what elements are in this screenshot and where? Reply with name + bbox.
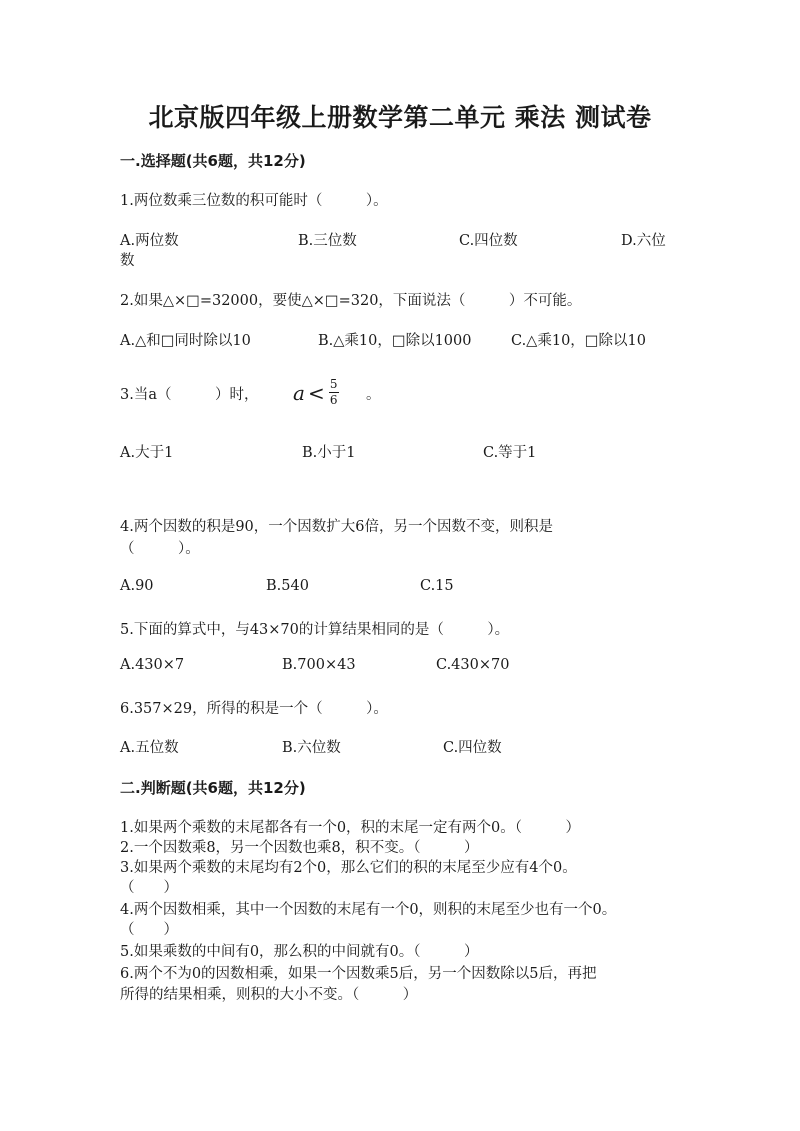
q6-option-c: C.四位数 — [443, 740, 502, 756]
q5-option-b: B.700×43 — [282, 657, 356, 673]
fraction-denominator: 6 — [329, 393, 338, 407]
judgement-3: 3.如果两个乘数的末尾均有2个0，那么它们的积的末尾至少应有4个0。 — [120, 860, 577, 876]
q5-option-a: A.430×7 — [120, 657, 185, 673]
q1-option-c: C.四位数 — [459, 233, 518, 249]
q1-option-b: B.三位数 — [298, 233, 357, 249]
judgement-2: 2.一个因数乘8，另一个因数也乘8，积不变。（ ） — [120, 840, 479, 856]
question-4-line2: （ ）。 — [120, 541, 200, 557]
question-4: 4.两个因数的积是90，一个因数扩大6倍，另一个因数不变，则积是 — [120, 519, 554, 535]
q3-option-a: A.大于1 — [120, 445, 174, 461]
q6-option-a: A.五位数 — [120, 740, 179, 756]
q1-option-a: A.两位数 — [120, 233, 179, 249]
question-1: 1.两位数乘三位数的积可能时（ ）。 — [120, 193, 388, 209]
q3-period: 。 — [366, 387, 381, 403]
q4-option-b: B.540 — [266, 578, 309, 594]
section-heading-judgement: 二.判断题(共6题，共12分) — [120, 779, 306, 797]
section-heading-choice: 一.选择题(共6题，共12分) — [120, 152, 306, 170]
q3-option-c: C.等于1 — [483, 445, 537, 461]
q3-option-b: B.小于1 — [302, 445, 356, 461]
question-6: 6.357×29，所得的积是一个（ ）。 — [120, 701, 388, 717]
formula-fraction — [329, 378, 339, 407]
q2-option-c: C.△乘10，□除以10 — [511, 333, 646, 349]
question-2: 2.如果△×□=32000，要使△×□=320，下面说法（ ）不可能。 — [120, 293, 582, 309]
q4-option-c: C.15 — [420, 578, 454, 594]
q3-inequality-formula — [293, 378, 339, 407]
fraction-numerator: 5 — [329, 377, 338, 391]
judgement-4: 4.两个因数相乘，其中一个因数的末尾有一个0，则积的末尾至少也有一个0。 — [120, 902, 617, 918]
question-3: 3.当a（ ）时， — [120, 387, 259, 403]
formula-less-than: < — [307, 380, 325, 405]
q4-option-a: A.90 — [120, 578, 154, 594]
q2-option-b: B.△乘10，□除以1000 — [318, 333, 472, 349]
q2-option-a: A.△和□同时除以10 — [120, 333, 251, 349]
q5-option-c: C.430×70 — [436, 657, 510, 673]
judgement-1: 1.如果两个乘数的末尾都各有一个0，积的末尾一定有两个0。（ ） — [120, 820, 581, 836]
q1-option-d-wrap: 数 — [120, 253, 135, 269]
question-5: 5.下面的算式中，与43×70的计算结果相同的是（ ）。 — [120, 622, 510, 638]
judgement-4-blank: （ ） — [120, 922, 178, 938]
judgement-6: 6.两个不为0的因数相乘，如果一个因数乘5后，另一个因数除以5后，再把 — [120, 966, 597, 982]
formula-variable: a — [293, 380, 305, 405]
judgement-5: 5.如果乘数的中间有0，那么积的中间就有0。（ ） — [120, 944, 479, 960]
q1-option-d: D.六位 — [621, 233, 666, 249]
judgement-6-line2: 所得的结果相乘，则积的大小不变。（ ） — [120, 987, 418, 1003]
q6-option-b: B.六位数 — [282, 740, 341, 756]
page-title: 北京版四年级上册数学第二单元 乘法 测试卷 — [148, 103, 652, 132]
judgement-3-blank: （ ） — [120, 880, 178, 896]
